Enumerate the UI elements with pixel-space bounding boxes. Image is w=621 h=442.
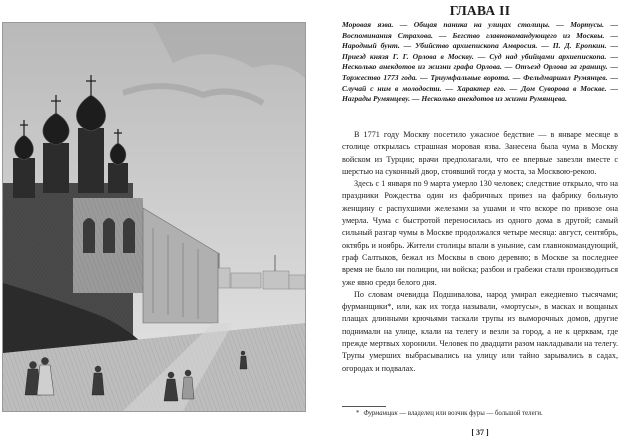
- chapter-summary: Моровая язва. — Общая паника на улицах столицы. — Мортусы. — Воспоминания Страхова. — Бегство главнокомандующего из Москвы. — Народный бунт. — Убийство архиепископа Амвросия. — П. Д. Еропкин. — Приезд князя Г. Г. Орлова в Москву. — Суд над убийцами архиепископа. — Несколько анекдотов из жизни графа Орлова. — Отъезд Орлова за границу. — Торжество 1773 года. — Триумфальные ворота. — Фельдмаршал Румянцев. — Случай с ним в молодости. — Характер его. — Дом Суворова в Москве. — Награды Румянцеву. — Несколько анекдотов из жизни Румянцева.: [342, 20, 618, 104]
- paragraph-1: В 1771 году Москву посетило ужасное бедствие — в январе месяце в столице открылась страшная моровая язва. Занесена была чума в Москву войском из Турции; врачи предполагали, что ее впервые завезли вместе с шерстью на суконный двор, стоявший тогда у моста, за Москвою-рекою.: [342, 130, 618, 176]
- page-number: [ 37 ]: [471, 428, 489, 437]
- footnote-term: Фурманщик: [363, 410, 398, 417]
- footnote-marker: *: [356, 410, 360, 417]
- paragraph-2: Здесь с 1 января по 9 марта умерло 130 человек; следствие открыло, что на праздники Рождества один из фабричных привез на фабрику больную женщину с распухшими железами за ушами и что вскоре по привозе она умерла. Чума с быстротой переносилась из одного дома в другой; самый сильный разгар чумы в Москве продолжался четыре месяца: август, сентябрь, октябрь и ноябрь. Жители столицы впали в уныние, сам главнокомандующий, граф Салтыков, бежал из Москвы в свою деревню; в Москве за последнее время не было ни полиции, ни войска; разбои и грабежи стали производиться уже явно среди белого дня.: [342, 179, 618, 287]
- paragraph-3: По словам очевидца Подшивалова, народ умирал ежедневно тысячами; фурманщики*, или, как их тогда называли, «мортусы», в масках и вощаных плащах длинными крючьями таскали трупы из выморочных домов, другие поднимали на улице, клали на телегу и везли за город, а не к церквам, где прежде мертвых хоронили. Человек по двадцати разом накладывали на телегу. Трупы умерших выбрасывались на улицу или тайно зарывались в садах, огородах и подвалах.: [342, 289, 618, 373]
- kremlin-engraving-illustration: [2, 22, 306, 412]
- body-text: [342, 129, 618, 375]
- chapter-title: ГЛАВА II: [449, 3, 511, 18]
- footnote: [342, 409, 618, 418]
- footnote-definition: — владелец или возчик фуры — большой телеги.: [399, 410, 543, 417]
- footnote-divider: [342, 406, 386, 407]
- right-page: [342, 0, 618, 442]
